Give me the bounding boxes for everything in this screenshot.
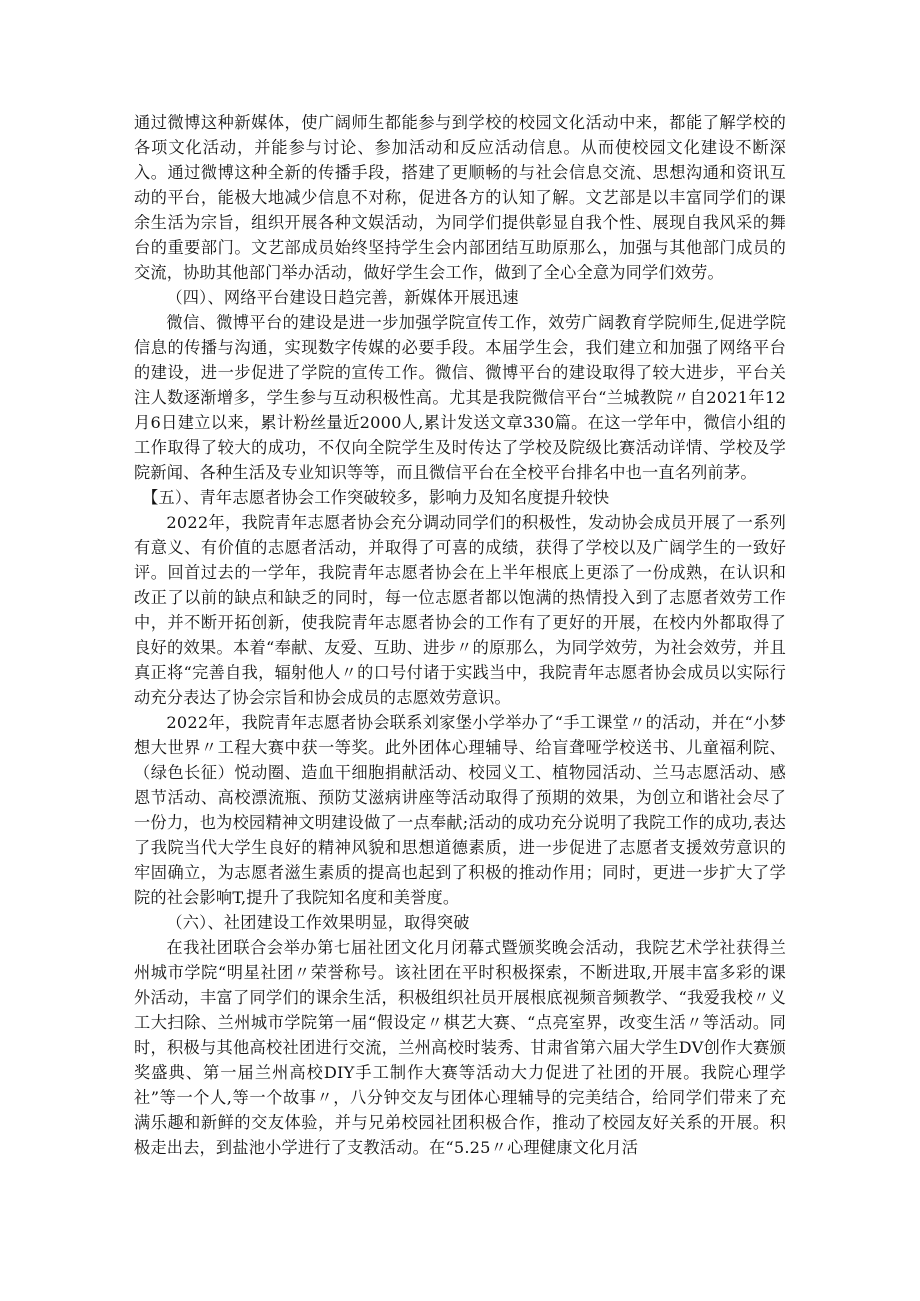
document-body: [134, 110, 786, 1160]
section-heading-5: 【五）、青年志愿者协会工作突破较多，影响力及知名度提升较快: [142, 488, 610, 507]
paragraph-club-construction: 在我社团联合会举办第七届社团文化月闭幕式暨颁奖晚会活动，我院艺术学社获得兰州城市学院“明星社团〃荣誉称号。该社团在平时积极探索，不断进取,开展丰富多彩的课外活动，丰富了同学们的课余生活，积极组织社员开展根底视频音频教学、“我爱我校〃义工大扫除、兰州城市学院第一届“假设定〃棋艺大赛、“点亮室界，改变生活〃等活动。同时，积极与其他高校社团进行交流，兰州高校时装秀、甘肃省第六届大学生DV创作大赛颁奖盛典、第一届兰州高校DIY手工制作大赛等活动大力促进了社团的开展。我院心理学社”等一个人,等一个故事〃，八分钟交友与团体心理辅导的完美结合，给同学们带来了充满乐趣和新鲜的交友体验，并与兄弟校园社团积极合作，推动了校园友好关系的开展。积极走出去，到盐池小学进行了支教活动。在“5.25〃心理健康文化月活: [134, 938, 786, 1157]
section-heading-4: （四）、网络平台建设日趋完善，新媒体开展迅速: [166, 288, 519, 307]
paragraph-network-platform: 微信、微博平台的建设是进一步加强学院宣传工作，效劳广阔教育学院师生,促进学院信息的传播与沟通，实现数字传媒的必要手段。本届学生会，我们建立和加强了网络平台的建设，进一步促进了学院的宣传工作。微信、微博平台的建设取得了较大进步，平台关注人数逐渐增多，学生参与互动积极性高。尤其是我院微信平台“兰城教院〃自2021年12月6日建立以来，累计粉丝量近2000人,累计发送文章330篇。在这一学年中，微信小组的工作取得了较大的成功，不仅向全院学生及时传达了学校及院级比赛活动详情、学校及学院新闻、各种生活及专业知识等等，而且微信平台在全校平台排名中也一直名列前茅。: [134, 313, 786, 482]
section-heading-6: （六）、社团建设工作效果明显，取得突破: [166, 913, 470, 932]
paragraph-volunteer-activities: 2022年，我院青年志愿者协会联系刘家堡小学举办了“手工课堂〃的活动，并在“小梦想大世界〃工程大赛中获一等奖。此外团体心理辅导、给盲聋哑学校送书、儿童福利院、（绿色长征）悦动圈、造血干细胞捐献活动、校园义工、植物园活动、兰马志愿活动、感恩节活动、高校漂流瓶、预防艾滋病讲座等活动取得了预期的效果，为创立和谐社会尽了一份力，也为校园精神文明建设做了一点奉献;活动的成功充分说明了我院工作的成功,表达了我院当代大学生良好的精神风貌和思想道德素质，进一步促进了志愿者支援效劳意识的牢固确立，为志愿者滋生素质的提高也起到了积极的推动作用；同时，更进一步扩大了学院的社会影响T,提升了我院知名度和美誉度。: [134, 713, 786, 907]
paragraph-weibo-continuation: 通过微博这种新媒体，使广阔师生都能参与到学校的校园文化活动中来，都能了解学校的各项文化活动，并能参与讨论、参加活动和反应活动信息。从而使校园文化建设不断深入。通过微博这种全新的传播手段，搭建了更顺畅的与社会信息交流、思想沟通和资讯互动的平台，能极大地减少信息不对称，促进各方的认知了解。文艺部是以丰富同学们的课余生活为宗旨，组织开展各种文娱活动，为同学们提供彰显自我个性、展现自我风采的舞台的重要部门。文艺部成员始终坚持学生会内部团结互助原那么，加强与其他部门成员的交流，协助其他部门举办活动，做好学生会工作，做到了全心全意为同学们效劳。: [134, 113, 786, 282]
paragraph-volunteer-association: 2022年，我院青年志愿者协会充分调动同学们的积极性，发动协会成员开展了一系列有意义、有价值的志愿者活动，并取得了可喜的成绩，获得了学校以及广阔学生的一致好评。回首过去的一学年，我院青年志愿者协会在上半年根底上更添了一份成熟，在认识和改正了以前的缺点和缺乏的同时，每一位志愿者都以饱满的热情投入到了志愿者效劳工作中，并不断开拓创新，使我院青年志愿者协会的工作有了更好的开展，在校内外都取得了良好的效果。本着“奉献、友爱、互助、进步〃的原那么，为同学效劳，为社会效劳，并且真正将“完善自我，辐射他人〃的口号付诸于实践当中，我院青年志愿者协会成员以实际行动充分表达了协会宗旨和协会成员的志愿效劳意识。: [134, 513, 786, 707]
